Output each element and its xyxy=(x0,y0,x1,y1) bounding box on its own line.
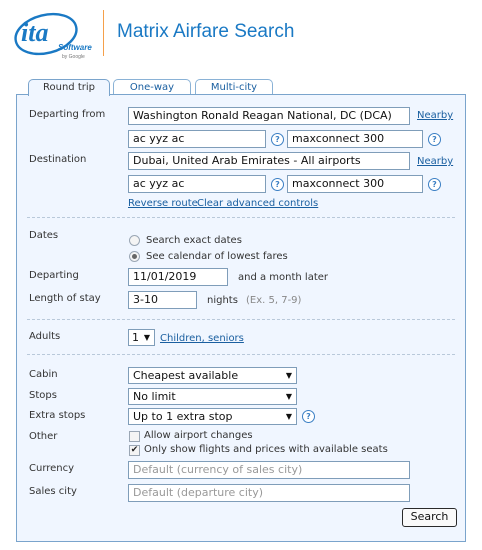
calendar-lowest-fares-label: See calendar of lowest fares xyxy=(146,251,288,262)
extra-stops-select-value: Up to 1 extra stop xyxy=(133,410,233,423)
cabin-label: Cabin xyxy=(29,369,58,380)
departing-date-input[interactable]: 11/01/2019 xyxy=(128,268,228,286)
stops-label: Stops xyxy=(29,390,57,401)
departing-extension-input[interactable]: maxconnect 300 xyxy=(287,130,423,148)
length-of-stay-input[interactable]: 3-10 xyxy=(128,291,197,309)
header-divider xyxy=(103,10,104,56)
sales-city-label: Sales city xyxy=(29,486,77,497)
departing-nearby-link[interactable]: Nearby xyxy=(417,110,454,121)
available-seats-label: Only show flights and prices with available seats xyxy=(144,444,388,455)
destination-label: Destination xyxy=(29,154,87,165)
calendar-lowest-fares-radio[interactable] xyxy=(129,251,140,262)
section-divider xyxy=(27,354,455,355)
currency-label: Currency xyxy=(29,463,75,474)
dates-label: Dates xyxy=(29,230,59,241)
currency-input[interactable]: Default (currency of sales city) xyxy=(128,461,410,479)
chevron-down-icon: ▼ xyxy=(143,333,150,342)
destination-routing-input[interactable]: ac yyz ac xyxy=(128,175,266,193)
cabin-select-value: Cheapest available xyxy=(133,369,239,382)
chevron-down-icon: ▼ xyxy=(285,371,292,380)
adults-select-value: 1 xyxy=(132,331,139,344)
stops-select[interactable] xyxy=(128,388,297,405)
tab-round-trip[interactable]: Round trip xyxy=(28,79,110,96)
page-title: Matrix Airfare Search xyxy=(117,21,295,42)
adults-label: Adults xyxy=(29,331,61,342)
logo-byline: by Google xyxy=(62,54,85,60)
available-seats-checkbox[interactable] xyxy=(129,445,140,456)
logo-subtext: Software xyxy=(58,43,92,52)
checkmark-icon: ✔ xyxy=(130,445,139,455)
tab-multi-city[interactable]: Multi-city xyxy=(195,79,273,95)
length-of-stay-unit: nights xyxy=(207,295,238,306)
destination-nearby-link[interactable]: Nearby xyxy=(417,156,454,167)
children-seniors-link[interactable]: Children, seniors xyxy=(160,333,244,344)
help-icon[interactable]: ? xyxy=(271,178,284,191)
help-icon[interactable]: ? xyxy=(428,133,441,146)
logo-text: ita xyxy=(21,18,49,47)
section-divider xyxy=(27,217,455,218)
help-icon[interactable]: ? xyxy=(271,133,284,146)
extra-stops-select[interactable] xyxy=(128,408,297,425)
departing-from-input[interactable]: Washington Ronald Reagan National, DC (DCA) xyxy=(128,107,410,125)
departing-date-suffix: and a month later xyxy=(238,272,329,283)
search-exact-dates-label: Search exact dates xyxy=(146,235,242,246)
help-icon[interactable]: ? xyxy=(302,410,315,423)
reverse-route-link[interactable]: Reverse route xyxy=(128,198,198,209)
destination-extension-input[interactable]: maxconnect 300 xyxy=(287,175,423,193)
chevron-down-icon: ▼ xyxy=(285,392,292,401)
allow-airport-changes-checkbox[interactable] xyxy=(129,431,140,442)
search-button[interactable]: Search xyxy=(402,508,457,527)
extra-stops-label: Extra stops xyxy=(29,410,86,421)
stops-select-value: No limit xyxy=(133,390,176,403)
destination-input[interactable]: Dubai, United Arab Emirates - All airports xyxy=(128,152,410,170)
ita-software-logo xyxy=(12,10,92,62)
length-of-stay-label: Length of stay xyxy=(29,293,101,304)
adults-select[interactable] xyxy=(128,329,155,346)
length-of-stay-hint: (Ex. 5, 7-9) xyxy=(246,295,302,306)
departing-date-label: Departing xyxy=(29,270,79,281)
clear-advanced-controls-link[interactable]: Clear advanced controls xyxy=(197,198,319,209)
departing-routing-input[interactable]: ac yyz ac xyxy=(128,130,266,148)
chevron-down-icon: ▼ xyxy=(285,412,292,421)
allow-airport-changes-label: Allow airport changes xyxy=(144,430,253,441)
departing-from-label: Departing from xyxy=(29,109,106,120)
search-exact-dates-radio[interactable] xyxy=(129,235,140,246)
section-divider xyxy=(27,319,455,320)
sales-city-input[interactable]: Default (departure city) xyxy=(128,484,410,502)
cabin-select[interactable] xyxy=(128,367,297,384)
help-icon[interactable]: ? xyxy=(428,178,441,191)
other-label: Other xyxy=(29,431,58,442)
tab-one-way[interactable]: One-way xyxy=(113,79,191,95)
search-form-panel xyxy=(16,94,466,542)
